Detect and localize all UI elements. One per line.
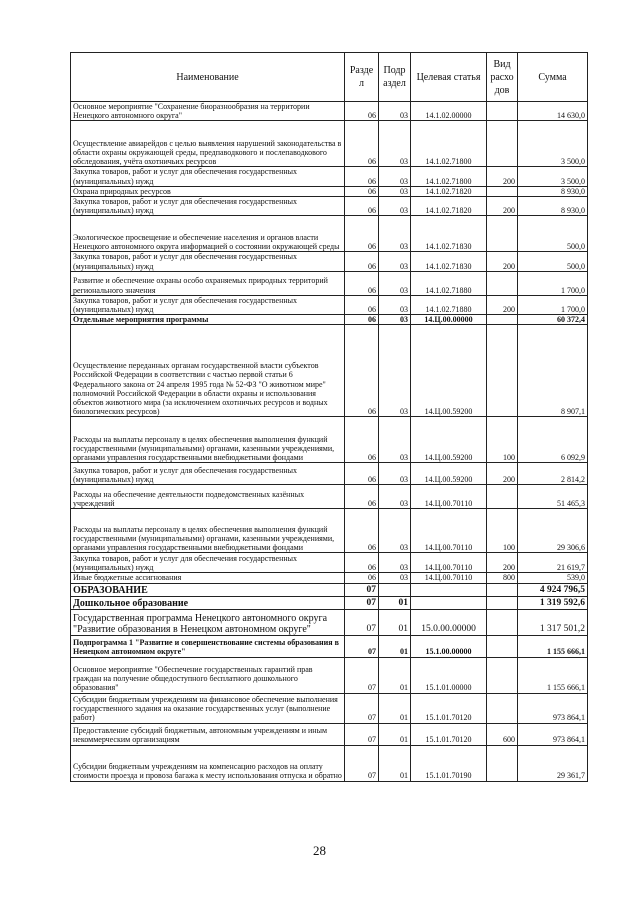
cell-sum: 3 500,0 bbox=[518, 121, 588, 167]
cell-section: 07 bbox=[345, 723, 379, 745]
cell-type bbox=[487, 121, 518, 167]
table-row bbox=[71, 216, 588, 252]
table-row bbox=[71, 609, 588, 635]
table-row bbox=[71, 723, 588, 745]
cell-name: Субсидии бюджетным учреждениям на финансовое обеспечение выполнения государственного задания на оказание государственных услуг (выполнение работ) bbox=[71, 693, 345, 723]
cell-section: 06 bbox=[345, 315, 379, 325]
table-row bbox=[71, 295, 588, 314]
table-row bbox=[71, 167, 588, 186]
cell-target: 14.1.02.71830 bbox=[411, 216, 487, 252]
cell-section: 06 bbox=[345, 417, 379, 463]
cell-target: 15.1.00.00000 bbox=[411, 635, 487, 657]
cell-sum: 3 500,0 bbox=[518, 167, 588, 186]
table-header-row bbox=[71, 53, 588, 102]
cell-name: Субсидии бюджетным учреждениям на компенсацию расходов на оплату стоимости проезда и провоза багажа к месту использования отпуска и обратно bbox=[71, 745, 345, 781]
cell-target: 14.1.02.71800 bbox=[411, 167, 487, 186]
cell-type bbox=[487, 325, 518, 417]
cell-target: 14.Ц.00.59200 bbox=[411, 325, 487, 417]
cell-subsection: 01 bbox=[379, 596, 411, 609]
cell-sum: 973 864,1 bbox=[518, 693, 588, 723]
cell-target: 14.Ц.00.00000 bbox=[411, 315, 487, 325]
cell-name: Дошкольное образование bbox=[71, 596, 345, 609]
cell-sum: 539,0 bbox=[518, 573, 588, 583]
cell-target: 14.1.02.71820 bbox=[411, 197, 487, 216]
cell-subsection: 01 bbox=[379, 693, 411, 723]
cell-name: Закупка товаров, работ и услуг для обеспечения государственных (муниципальных) нужд bbox=[71, 167, 345, 186]
table-row bbox=[71, 463, 588, 485]
table-body bbox=[71, 102, 588, 782]
table-row bbox=[71, 657, 588, 693]
cell-type: 200 bbox=[487, 252, 518, 271]
cell-section: 07 bbox=[345, 583, 379, 596]
cell-type bbox=[487, 745, 518, 781]
cell-section: 06 bbox=[345, 485, 379, 509]
cell-name: Государственная программа Ненецкого автономного округа "Развитие образования в Ненецком автономном округе" bbox=[71, 609, 345, 635]
table-row bbox=[71, 325, 588, 417]
cell-name: Осуществление авиарейдов с целью выявления нарушений законодательства в области охраны окружающей среды, предпаводкового и послепаводкового обследования, учёта охотничьих ресурсов bbox=[71, 121, 345, 167]
cell-name: Осуществление переданных органам государственной власти субъектов Российской Федерации в соответствии с частью первой статьи 6 Федерального закона от 24 апреля 1995 года № 52-ФЗ "О животном мире" полномочий Российской Федерации в области охраны и использования объектов животного мира (за исключением охотничьих ресурсов и водных биологических ресурсов) bbox=[71, 325, 345, 417]
cell-sum: 973 864,1 bbox=[518, 723, 588, 745]
cell-sum: 500,0 bbox=[518, 252, 588, 271]
cell-type: 200 bbox=[487, 295, 518, 314]
cell-section: 06 bbox=[345, 186, 379, 196]
cell-sum: 51 465,3 bbox=[518, 485, 588, 509]
table-row bbox=[71, 745, 588, 781]
cell-name: Развитие и обеспечение охраны особо охраняемых природных территорий регионального значения bbox=[71, 271, 345, 295]
table-row bbox=[71, 553, 588, 573]
cell-subsection: 03 bbox=[379, 295, 411, 314]
cell-name: Закупка товаров, работ и услуг для обеспечения государственных (муниципальных) нужд bbox=[71, 295, 345, 314]
table-row bbox=[71, 417, 588, 463]
cell-target bbox=[411, 596, 487, 609]
cell-section: 06 bbox=[345, 295, 379, 314]
cell-subsection: 03 bbox=[379, 325, 411, 417]
cell-section: 07 bbox=[345, 745, 379, 781]
cell-type: 200 bbox=[487, 197, 518, 216]
cell-name: Иные бюджетные ассигнования bbox=[71, 573, 345, 583]
cell-sum: 500,0 bbox=[518, 216, 588, 252]
cell-type bbox=[487, 271, 518, 295]
cell-target bbox=[411, 583, 487, 596]
cell-target: 14.Ц.00.70110 bbox=[411, 573, 487, 583]
cell-subsection: 03 bbox=[379, 186, 411, 196]
cell-subsection: 01 bbox=[379, 609, 411, 635]
cell-section: 06 bbox=[345, 553, 379, 573]
cell-type bbox=[487, 315, 518, 325]
cell-subsection: 03 bbox=[379, 271, 411, 295]
cell-section: 06 bbox=[345, 325, 379, 417]
cell-sum: 29 306,6 bbox=[518, 509, 588, 553]
cell-section: 06 bbox=[345, 216, 379, 252]
table-row bbox=[71, 315, 588, 325]
cell-section: 06 bbox=[345, 509, 379, 553]
cell-section: 06 bbox=[345, 271, 379, 295]
cell-section: 06 bbox=[345, 102, 379, 121]
cell-type bbox=[487, 635, 518, 657]
page-number: 28 bbox=[313, 843, 326, 858]
cell-section: 06 bbox=[345, 121, 379, 167]
table-row bbox=[71, 583, 588, 596]
cell-target: 14.1.02.71800 bbox=[411, 121, 487, 167]
cell-type bbox=[487, 657, 518, 693]
table-row bbox=[71, 121, 588, 167]
cell-target: 15.1.01.70120 bbox=[411, 723, 487, 745]
cell-subsection bbox=[379, 583, 411, 596]
cell-type: 800 bbox=[487, 573, 518, 583]
cell-subsection: 01 bbox=[379, 723, 411, 745]
cell-subsection: 03 bbox=[379, 485, 411, 509]
cell-name: Предоставление субсидий бюджетным, автономным учреждениям и иным некоммерческим организациям bbox=[71, 723, 345, 745]
cell-section: 07 bbox=[345, 693, 379, 723]
table-row bbox=[71, 197, 588, 216]
cell-section: 06 bbox=[345, 197, 379, 216]
cell-target: 14.1.02.71880 bbox=[411, 271, 487, 295]
cell-subsection: 03 bbox=[379, 102, 411, 121]
cell-type bbox=[487, 693, 518, 723]
table-row bbox=[71, 102, 588, 121]
cell-sum: 1 317 501,2 bbox=[518, 609, 588, 635]
table-row bbox=[71, 596, 588, 609]
cell-section: 06 bbox=[345, 573, 379, 583]
cell-type: 100 bbox=[487, 417, 518, 463]
cell-subsection: 03 bbox=[379, 573, 411, 583]
cell-subsection: 01 bbox=[379, 657, 411, 693]
cell-sum: 1 319 592,6 bbox=[518, 596, 588, 609]
cell-name: ОБРАЗОВАНИЕ bbox=[71, 583, 345, 596]
cell-type bbox=[487, 485, 518, 509]
cell-name: Закупка товаров, работ и услуг для обеспечения государственных (муниципальных) нужд bbox=[71, 553, 345, 573]
cell-subsection: 01 bbox=[379, 745, 411, 781]
cell-target: 15.0.00.00000 bbox=[411, 609, 487, 635]
cell-section: 06 bbox=[345, 252, 379, 271]
header-section: Разде л bbox=[345, 53, 379, 102]
cell-name: Расходы на выплаты персоналу в целях обеспечения выполнения функций государственными (муниципальными) органами, казенными учреждениями, органами управления государственными внебюджетными фондами bbox=[71, 417, 345, 463]
cell-subsection: 03 bbox=[379, 417, 411, 463]
cell-target: 14.1.02.00000 bbox=[411, 102, 487, 121]
cell-target: 15.1.01.00000 bbox=[411, 657, 487, 693]
cell-target: 15.1.01.70120 bbox=[411, 693, 487, 723]
cell-subsection: 03 bbox=[379, 121, 411, 167]
cell-name: Расходы на выплаты персоналу в целях обеспечения выполнения функций государственными (муниципальными) органами, казенными учреждениями, органами управления государственными внебюджетными фондами bbox=[71, 509, 345, 553]
cell-name: Отдельные мероприятия программы bbox=[71, 315, 345, 325]
cell-type bbox=[487, 186, 518, 196]
cell-type: 600 bbox=[487, 723, 518, 745]
header-sum: Сумма bbox=[518, 53, 588, 102]
cell-sum: 4 924 796,5 bbox=[518, 583, 588, 596]
cell-target: 14.Ц.00.70110 bbox=[411, 553, 487, 573]
cell-section: 06 bbox=[345, 167, 379, 186]
cell-target: 14.Ц.00.70110 bbox=[411, 509, 487, 553]
cell-sum: 1 700,0 bbox=[518, 295, 588, 314]
cell-type bbox=[487, 102, 518, 121]
cell-subsection: 03 bbox=[379, 315, 411, 325]
cell-subsection: 03 bbox=[379, 197, 411, 216]
cell-name: Закупка товаров, работ и услуг для обеспечения государственных (муниципальных) нужд bbox=[71, 197, 345, 216]
cell-section: 07 bbox=[345, 596, 379, 609]
cell-name: Подпрограмма 1 "Развитие и совершенствование системы образования в Ненецком автономном округе" bbox=[71, 635, 345, 657]
cell-type bbox=[487, 609, 518, 635]
table-row bbox=[71, 635, 588, 657]
cell-sum: 8 930,0 bbox=[518, 186, 588, 196]
cell-target: 14.1.02.71820 bbox=[411, 186, 487, 196]
cell-name: Охрана природных ресурсов bbox=[71, 186, 345, 196]
cell-name: Закупка товаров, работ и услуг для обеспечения государственных (муниципальных) нужд bbox=[71, 463, 345, 485]
cell-target: 14.1.02.71830 bbox=[411, 252, 487, 271]
cell-target: 14.1.02.71880 bbox=[411, 295, 487, 314]
table-row bbox=[71, 252, 588, 271]
table-row bbox=[71, 693, 588, 723]
cell-name: Расходы на обеспечение деятельности подведомственных казённых учреждений bbox=[71, 485, 345, 509]
cell-subsection: 03 bbox=[379, 252, 411, 271]
cell-sum: 8 930,0 bbox=[518, 197, 588, 216]
cell-sum: 1 155 666,1 bbox=[518, 635, 588, 657]
table-row bbox=[71, 186, 588, 196]
cell-type: 200 bbox=[487, 553, 518, 573]
cell-sum: 6 092,9 bbox=[518, 417, 588, 463]
cell-type bbox=[487, 583, 518, 596]
cell-target: 14.Ц.00.59200 bbox=[411, 417, 487, 463]
cell-type: 100 bbox=[487, 509, 518, 553]
cell-name: Закупка товаров, работ и услуг для обеспечения государственных (муниципальных) нужд bbox=[71, 252, 345, 271]
cell-section: 06 bbox=[345, 463, 379, 485]
table-row bbox=[71, 271, 588, 295]
cell-sum: 2 814,2 bbox=[518, 463, 588, 485]
header-name: Наименование bbox=[71, 53, 345, 102]
cell-sum: 1 700,0 bbox=[518, 271, 588, 295]
cell-subsection: 03 bbox=[379, 553, 411, 573]
header-target: Целевая статья bbox=[411, 53, 487, 102]
cell-type: 200 bbox=[487, 167, 518, 186]
cell-sum: 60 372,4 bbox=[518, 315, 588, 325]
cell-section: 07 bbox=[345, 609, 379, 635]
cell-section: 07 bbox=[345, 635, 379, 657]
header-type: Вид расхо дов bbox=[487, 53, 518, 102]
cell-subsection: 03 bbox=[379, 463, 411, 485]
cell-type bbox=[487, 596, 518, 609]
cell-subsection: 03 bbox=[379, 509, 411, 553]
cell-subsection: 01 bbox=[379, 635, 411, 657]
table-row bbox=[71, 485, 588, 509]
cell-subsection: 03 bbox=[379, 167, 411, 186]
cell-type: 200 bbox=[487, 463, 518, 485]
cell-sum: 14 630,0 bbox=[518, 102, 588, 121]
cell-sum: 8 907,1 bbox=[518, 325, 588, 417]
cell-sum: 1 155 666,1 bbox=[518, 657, 588, 693]
cell-name: Основное мероприятие "Сохранение биоразнообразия на территории Ненецкого автономного округа" bbox=[71, 102, 345, 121]
cell-sum: 29 361,7 bbox=[518, 745, 588, 781]
cell-type bbox=[487, 216, 518, 252]
cell-sum: 21 619,7 bbox=[518, 553, 588, 573]
cell-name: Экологическое просвещение и обеспечение населения и органов власти Ненецкого автономного округа информацией о состоянии окружающей среды bbox=[71, 216, 345, 252]
header-subsection: Подр аздел bbox=[379, 53, 411, 102]
cell-target: 14.Ц.00.70110 bbox=[411, 485, 487, 509]
cell-target: 14.Ц.00.59200 bbox=[411, 463, 487, 485]
table-row bbox=[71, 509, 588, 553]
cell-target: 15.1.01.70190 bbox=[411, 745, 487, 781]
cell-subsection: 03 bbox=[379, 216, 411, 252]
cell-section: 07 bbox=[345, 657, 379, 693]
table-row bbox=[71, 573, 588, 583]
budget-table bbox=[70, 52, 588, 782]
cell-name: Основное мероприятие "Обеспечение государственных гарантий прав граждан на получение общедоступного бесплатного дошкольного образования" bbox=[71, 657, 345, 693]
